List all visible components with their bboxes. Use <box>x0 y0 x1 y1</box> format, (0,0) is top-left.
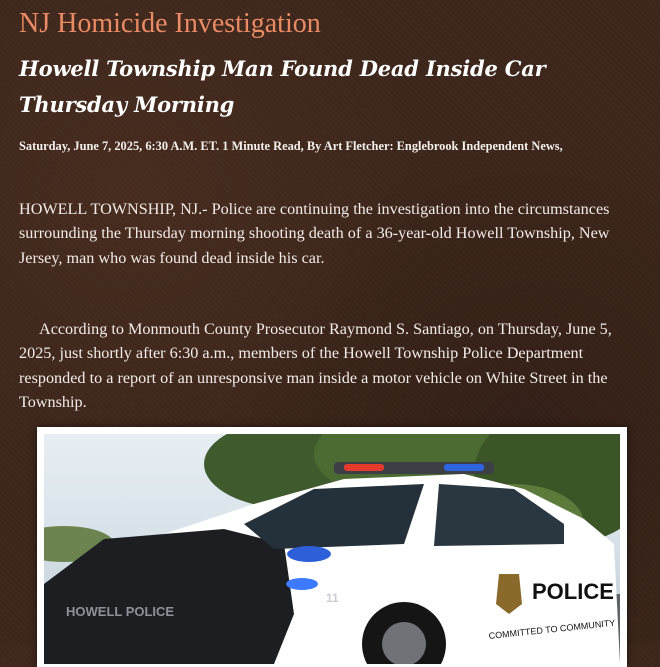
front-blue-light <box>286 578 318 590</box>
blue-light <box>444 464 484 471</box>
wheel-rim <box>382 622 426 664</box>
article-headline[interactable]: Howell Township Man Found Dead Inside Car Thursday Morning <box>19 56 546 117</box>
slogan-text: COMMITTED TO COMMUNITY <box>488 617 616 641</box>
bumper-text: HOWELL POLICE <box>66 604 175 619</box>
police-car-photo[interactable] <box>44 434 620 664</box>
article-photo-frame <box>37 427 627 667</box>
unit-number-text: 11 <box>326 591 339 605</box>
article-paragraph: According to Monmouth County Prosecutor Raymond S. Santiago, on Thursday, June 5, 2025, just shortly after 6:30 a.m., members of the Howell Township Police Department responded to a report of an unresponsive man inside a motor vehicle on White Street in the Township. <box>19 320 612 412</box>
police-car-illustration <box>44 434 620 664</box>
red-light <box>344 464 384 471</box>
door-police-text: POLICE <box>532 579 614 604</box>
site-title[interactable]: NJ Homicide Investigation <box>19 8 321 39</box>
article-byline: Saturday, June 7, 2025, 6:30 A.M. ET. 1 Minute Read, By Art Fletcher: Englebrook Independent News, <box>19 139 563 153</box>
article-paragraph: HOWELL TOWNSHIP, NJ.- Police are continuing the investigation into the circumstances surrounding the Thursday morning shooting death of a 36-year-old Howell Township, New Jersey, man who was found dead inside his car. <box>19 200 610 267</box>
headlight <box>287 546 331 562</box>
